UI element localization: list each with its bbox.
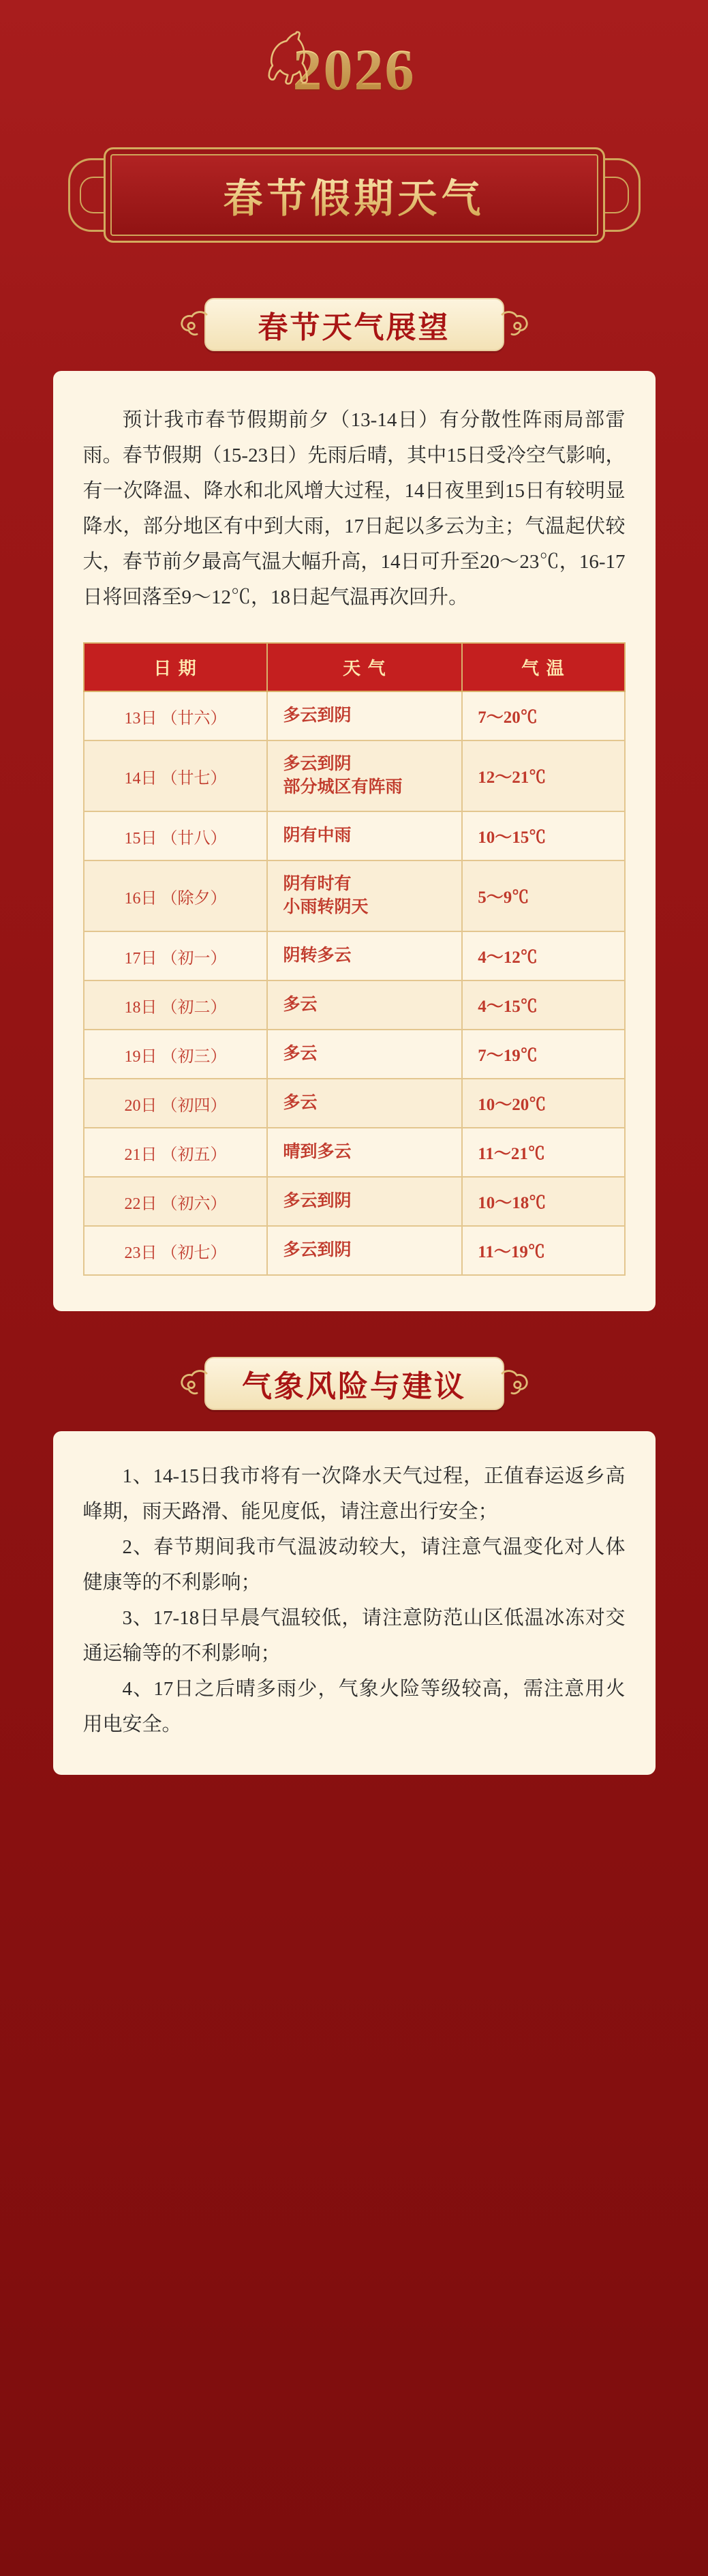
- outlook-card: [53, 371, 656, 1311]
- col-header-temp: 气 温: [462, 643, 624, 691]
- cell-temperature: 11～19℃: [462, 1226, 624, 1275]
- cell-weather: 多云: [267, 980, 462, 1030]
- cell-date: 22日 （初六）: [84, 1177, 268, 1226]
- cell-temperature: 10～18℃: [462, 1177, 624, 1226]
- cell-date: 14日 （廿七）: [84, 740, 268, 811]
- cell-date: 15日 （廿八）: [84, 811, 268, 860]
- cell-weather: 多云: [267, 1030, 462, 1079]
- cell-temperature: 4～15℃: [462, 980, 624, 1030]
- advice-item: 3、17-18日早晨气温较低，请注意防范山区低温冰冻对交通运输等的不利影响；: [82, 1607, 626, 1664]
- forecast-table-body: [84, 691, 625, 1275]
- cell-temperature: 7～19℃: [462, 1030, 624, 1079]
- cell-weather: 晴到多云: [267, 1128, 462, 1177]
- cell-weather: 多云到阴 部分城区有阵雨: [267, 740, 462, 811]
- table-row: [84, 980, 625, 1030]
- spacer: [0, 1311, 708, 1351]
- cell-weather: 阴有中雨: [267, 811, 462, 860]
- section-header-outlook: [164, 292, 545, 357]
- cell-temperature: 10～20℃: [462, 1079, 624, 1128]
- outlook-paragraph: 预计我市春节假期前夕（13-14日）有分散性阵雨局部雷雨。春节假期（15-23日）先雨后晴，其中15日受冷空气影响，有一次降温、降水和北风增大过程，14日夜里到15日有较明显降水，部分地区有中到大雨，17日起以多云为主；气温起伏较大，春节前夕最高气温大幅升高，14日可升至20～23℃，16-17日将回落至9～12℃，18日起气温再次回升。: [82, 409, 626, 608]
- cell-temperature: 12～21℃: [462, 740, 624, 811]
- year-label: 2026: [293, 31, 416, 108]
- cell-weather: 多云到阴: [267, 1177, 462, 1226]
- advice-item: 1、14-15日我市将有一次降水天气过程，正值春运返乡高峰期，雨天路滑、能见度低，请注意出行安全；: [82, 1465, 626, 1523]
- table-row: [84, 1030, 625, 1079]
- cell-date: 20日 （初四）: [84, 1079, 268, 1128]
- forecast-table: [83, 642, 626, 1276]
- cloud-ornament-icon: [492, 1366, 530, 1404]
- year-block: [0, 31, 708, 134]
- cloud-ornament-icon: [179, 307, 217, 345]
- advice-list: [83, 1458, 626, 1742]
- cell-date: 21日 （初五）: [84, 1128, 268, 1177]
- cell-temperature: 10～15℃: [462, 811, 624, 860]
- col-header-weather: 天 气: [267, 643, 462, 691]
- horse-icon: [258, 29, 320, 87]
- cell-temperature: 5～9℃: [462, 860, 624, 931]
- cell-date: 13日 （廿六）: [84, 691, 268, 740]
- table-row: [84, 811, 625, 860]
- cell-weather: 阴转多云: [267, 931, 462, 980]
- risk-card: [53, 1431, 656, 1775]
- cell-weather: 多云到阴: [267, 1226, 462, 1275]
- cloud-ornament-icon: [179, 1366, 217, 1404]
- cell-weather: 多云: [267, 1079, 462, 1128]
- cell-temperature: 11～21℃: [462, 1128, 624, 1177]
- table-row: [84, 860, 625, 931]
- title-plaque: [61, 138, 647, 252]
- table-row: [84, 740, 625, 811]
- poster-banner: [0, 0, 708, 252]
- section-pill-outlook: [204, 298, 504, 351]
- cell-temperature: 4～12℃: [462, 931, 624, 980]
- section-header-risk: [164, 1351, 545, 1416]
- section-title-outlook: 春节天气展望: [258, 311, 450, 344]
- advice-item: 4、17日之后晴多雨少，气象火险等级较高，需注意用火用电安全。: [82, 1678, 626, 1735]
- cell-date: 19日 （初三）: [84, 1030, 268, 1079]
- cell-weather: 多云到阴: [267, 691, 462, 740]
- forecast-table-head: [84, 643, 625, 691]
- cell-date: 17日 （初一）: [84, 931, 268, 980]
- title-plaque-inner: [104, 147, 605, 243]
- section-title-risk: 气象风险与建议: [242, 1370, 466, 1403]
- table-row: [84, 931, 625, 980]
- table-row: [84, 1177, 625, 1226]
- cell-date: 23日 （初七）: [84, 1226, 268, 1275]
- spacer: [0, 252, 708, 292]
- table-row: [84, 691, 625, 740]
- page-title: 春节假期天气: [223, 166, 484, 224]
- advice-item: 2、春节期间我市气温波动较大，请注意气温变化对人体健康等的不利影响；: [82, 1536, 626, 1593]
- section-pill-risk: [204, 1357, 504, 1410]
- table-row: [84, 1128, 625, 1177]
- cell-date: 18日 （初二）: [84, 980, 268, 1030]
- table-row: [84, 1226, 625, 1275]
- col-header-date: 日 期: [84, 643, 268, 691]
- cell-weather: 阴有时有 小雨转阴天: [267, 860, 462, 931]
- cell-date: 16日 （除夕）: [84, 860, 268, 931]
- cell-temperature: 7～20℃: [462, 691, 624, 740]
- cloud-ornament-icon: [492, 307, 530, 345]
- table-row: [84, 1079, 625, 1128]
- table-header-row: [84, 643, 625, 691]
